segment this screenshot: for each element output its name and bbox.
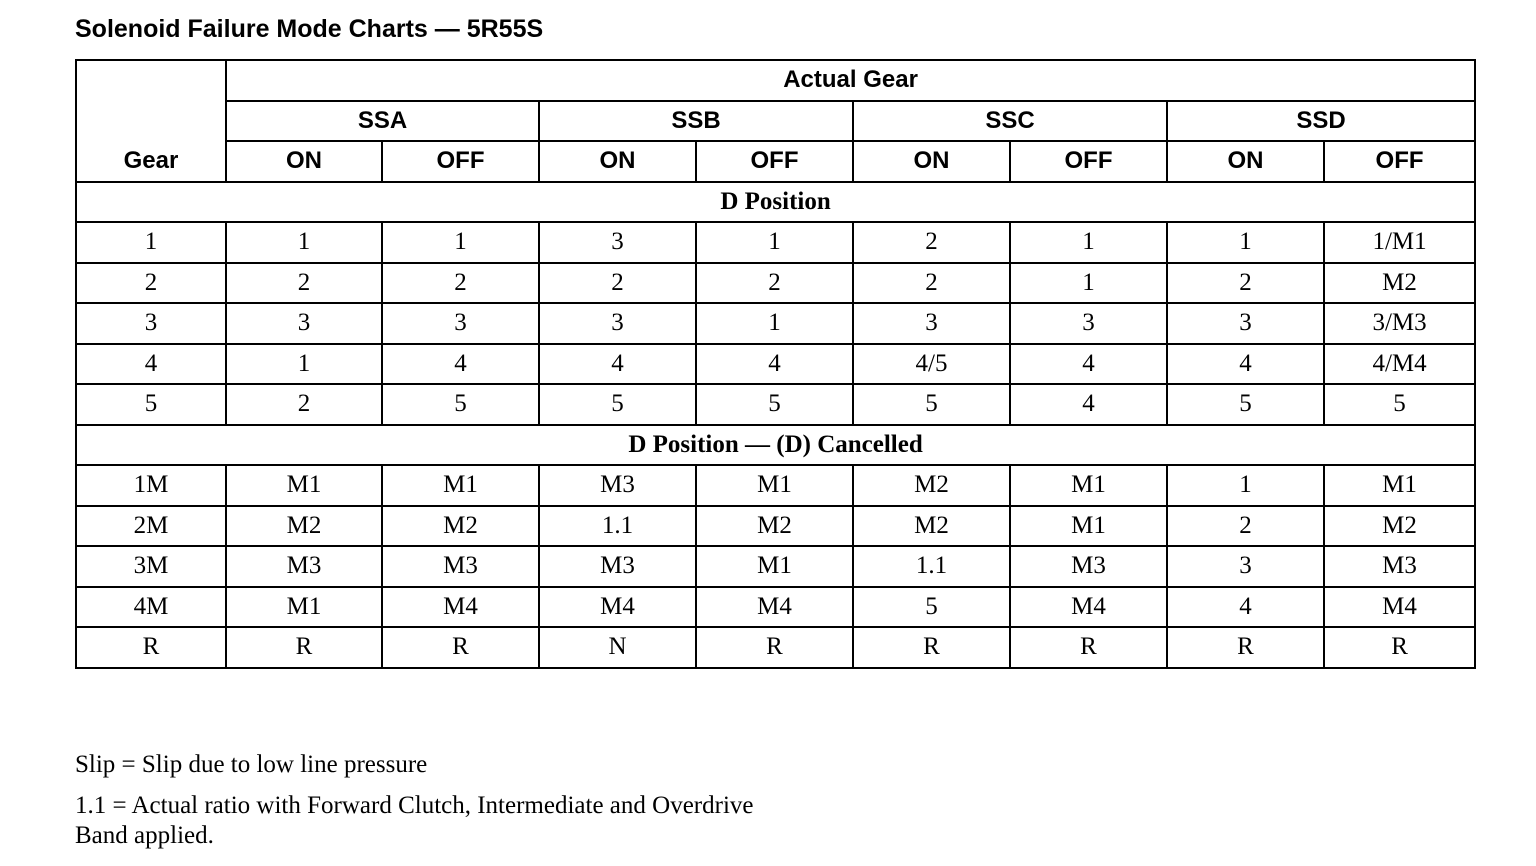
table-cell: 4	[1167, 344, 1324, 385]
table-row	[76, 587, 1475, 628]
table-cell: 3	[1167, 303, 1324, 344]
table-cell: M4	[539, 587, 696, 628]
table-cell: 5	[853, 587, 1010, 628]
table-cell: M1	[226, 587, 382, 628]
table-cell: M2	[853, 465, 1010, 506]
table-cell: 1/M1	[1324, 222, 1475, 263]
ssb-on-header: ON	[539, 141, 696, 182]
ssd-header: SSD	[1167, 101, 1475, 142]
table-cell: M3	[539, 546, 696, 587]
table-cell: 5	[1324, 384, 1475, 425]
page-title: Solenoid Failure Mode Charts — 5R55S	[75, 15, 544, 43]
table-cell: R	[226, 627, 382, 668]
table-cell: R	[1010, 627, 1167, 668]
gear-cell: 3M	[76, 546, 226, 587]
section-row	[76, 425, 1475, 466]
table-cell: M3	[539, 465, 696, 506]
table-cell: 2	[1167, 506, 1324, 547]
section-title: D Position — (D) Cancelled	[76, 425, 1475, 466]
table-cell: 1	[226, 344, 382, 385]
table-row	[76, 263, 1475, 304]
table-cell: R	[1324, 627, 1475, 668]
table-cell: 2	[226, 263, 382, 304]
table-cell: 4	[382, 344, 539, 385]
table-cell: 2	[539, 263, 696, 304]
table-cell: 2	[226, 384, 382, 425]
table-cell: 1	[1167, 465, 1324, 506]
table-cell: 1.1	[539, 506, 696, 547]
table-cell: 4/M4	[1324, 344, 1475, 385]
table-cell: M2	[696, 506, 853, 547]
table-cell: R	[1167, 627, 1324, 668]
table-cell: 3	[1167, 546, 1324, 587]
gear-cell: 2	[76, 263, 226, 304]
table-cell: M2	[1324, 263, 1475, 304]
table-cell: 1	[1167, 222, 1324, 263]
gear-cell: 1M	[76, 465, 226, 506]
table-cell: 3	[539, 303, 696, 344]
table-cell: M3	[1010, 546, 1167, 587]
section-title: D Position	[76, 182, 1475, 223]
table-cell: M2	[1324, 506, 1475, 547]
table-cell: 4	[696, 344, 853, 385]
table-cell: R	[696, 627, 853, 668]
table-row	[76, 506, 1475, 547]
ssb-off-header: OFF	[696, 141, 853, 182]
table-row	[76, 384, 1475, 425]
gear-cell: 1	[76, 222, 226, 263]
header-row-on-off	[76, 141, 1475, 182]
table-cell: 1	[696, 222, 853, 263]
table-cell: 3	[1010, 303, 1167, 344]
table-cell: 2	[382, 263, 539, 304]
table-cell: 1	[1010, 263, 1167, 304]
table-cell: 4	[1010, 384, 1167, 425]
table-cell: 2	[853, 263, 1010, 304]
table-cell: M4	[1010, 587, 1167, 628]
table-cell: R	[382, 627, 539, 668]
table-cell: M3	[226, 546, 382, 587]
table-row	[76, 546, 1475, 587]
table-cell: M4	[696, 587, 853, 628]
ssc-on-header: ON	[853, 141, 1010, 182]
table-cell: M1	[382, 465, 539, 506]
ssc-header: SSC	[853, 101, 1167, 142]
table-cell: N	[539, 627, 696, 668]
header-row-actual-gear	[76, 60, 1475, 101]
ssa-on-header: ON	[226, 141, 382, 182]
ssd-off-header: OFF	[1324, 141, 1475, 182]
footnotes	[75, 750, 755, 862]
table-body	[76, 182, 1475, 668]
table-cell: M1	[226, 465, 382, 506]
gear-cell: 3	[76, 303, 226, 344]
table-cell: M4	[1324, 587, 1475, 628]
table-cell: 5	[1167, 384, 1324, 425]
solenoid-failure-table	[75, 59, 1476, 669]
ssd-on-header: ON	[1167, 141, 1324, 182]
section-row	[76, 182, 1475, 223]
table-cell: 3	[539, 222, 696, 263]
table-cell: 3	[382, 303, 539, 344]
ssb-header: SSB	[539, 101, 853, 142]
table-cell: 5	[382, 384, 539, 425]
table-cell: 4	[1010, 344, 1167, 385]
table-cell: 4/5	[853, 344, 1010, 385]
gear-cell: R	[76, 627, 226, 668]
table-row	[76, 222, 1475, 263]
table-cell: M3	[1324, 546, 1475, 587]
table-cell: 4	[539, 344, 696, 385]
footnote-ratio: 1.1 = Actual ratio with Forward Clutch, Intermediate and Overdrive Band applied.	[75, 792, 754, 849]
table-cell: M2	[853, 506, 1010, 547]
table-cell: 2	[853, 222, 1010, 263]
header-row-solenoids	[76, 101, 1475, 142]
ssa-header: SSA	[226, 101, 539, 142]
gear-cell: 2M	[76, 506, 226, 547]
table-cell: 3/M3	[1324, 303, 1475, 344]
table-cell: 1	[382, 222, 539, 263]
table-cell: M4	[382, 587, 539, 628]
table-cell: R	[853, 627, 1010, 668]
table-cell: M1	[696, 546, 853, 587]
footnote-slip: Slip = Slip due to low line pressure	[75, 751, 428, 778]
table-cell: M1	[1010, 506, 1167, 547]
table-cell: M1	[696, 465, 853, 506]
table-cell: M2	[382, 506, 539, 547]
table-cell: 1	[696, 303, 853, 344]
gear-column-header: Gear	[76, 60, 226, 182]
gear-cell: 4	[76, 344, 226, 385]
table-cell: M1	[1324, 465, 1475, 506]
actual-gear-header: Actual Gear	[226, 60, 1475, 101]
table-cell: M2	[226, 506, 382, 547]
table-cell: 2	[696, 263, 853, 304]
table-cell: 4	[1167, 587, 1324, 628]
table-row	[76, 344, 1475, 385]
ssa-off-header: OFF	[382, 141, 539, 182]
table-cell: 3	[226, 303, 382, 344]
table-cell: 1	[1010, 222, 1167, 263]
gear-cell: 5	[76, 384, 226, 425]
table-cell: 1	[226, 222, 382, 263]
table-cell: 3	[853, 303, 1010, 344]
gear-cell: 4M	[76, 587, 226, 628]
table-cell: M1	[1010, 465, 1167, 506]
table-row	[76, 465, 1475, 506]
table-cell: 5	[539, 384, 696, 425]
table-row	[76, 627, 1475, 668]
table-row	[76, 303, 1475, 344]
table-cell: 5	[853, 384, 1010, 425]
table-cell: 2	[1167, 263, 1324, 304]
table-cell: 1.1	[853, 546, 1010, 587]
table-cell: 5	[696, 384, 853, 425]
ssc-off-header: OFF	[1010, 141, 1167, 182]
table-cell: M3	[382, 546, 539, 587]
